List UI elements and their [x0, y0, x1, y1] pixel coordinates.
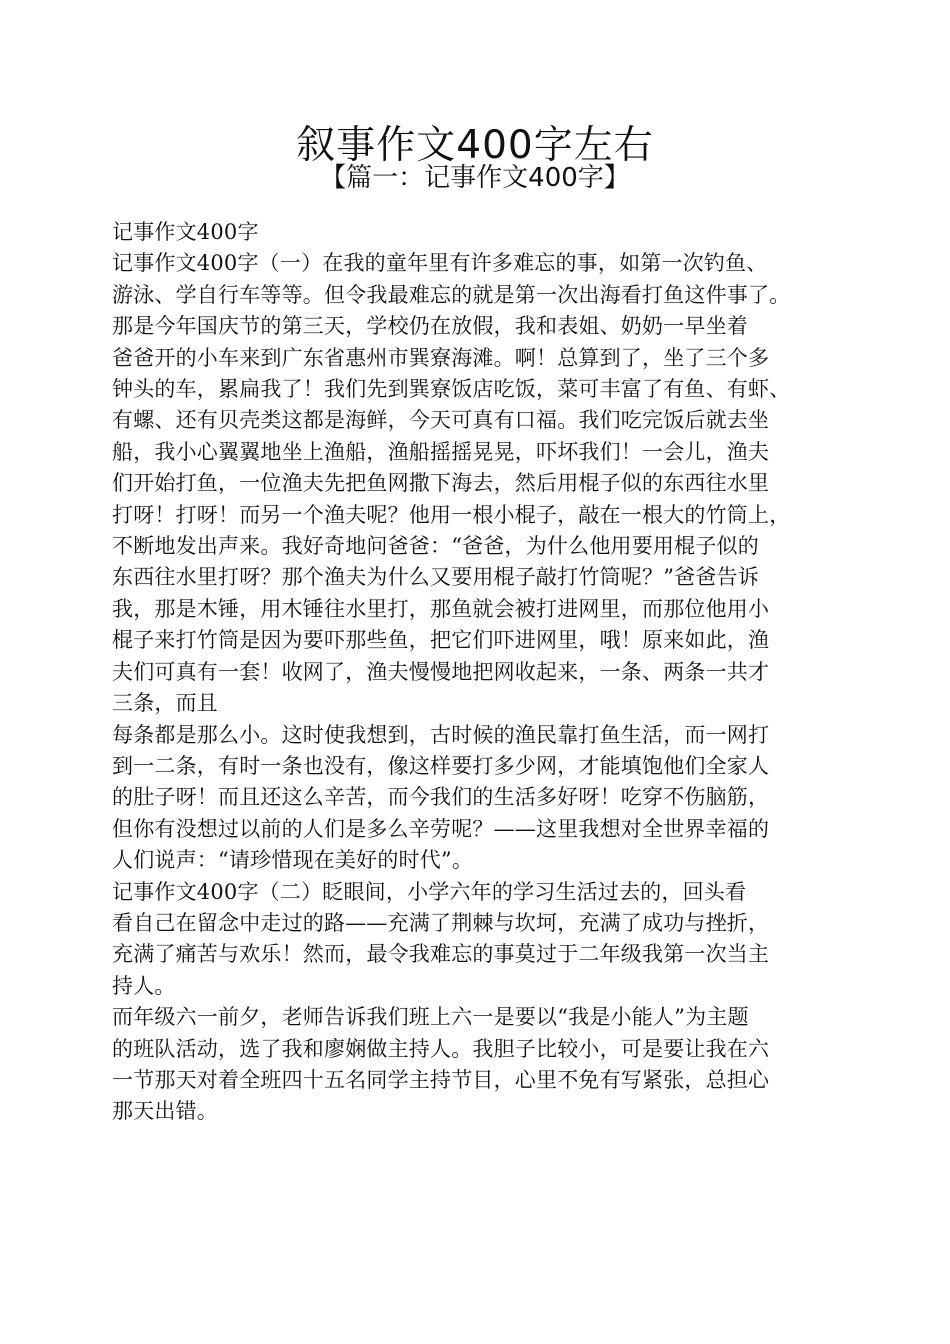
text-line: 棍子来打竹筒是因为要吓那些鱼，把它们吓进网里，哦！原来如此，渔	[112, 628, 770, 653]
text-line: 我，那是木锤，用木锤往水里打，那鱼就会被打进网里，而那位他用小	[112, 596, 770, 621]
text-line: 记事作文400字（二）眨眼间，小学六年的学习生活过去的，回头看	[112, 879, 747, 904]
text-line: 每条都是那么小。这时使我想到，古时候的渔民靠打鱼生活，而一网打	[112, 722, 770, 747]
article-body	[112, 217, 852, 1128]
text-line: 不断地发出声来。我好奇地问爸爸：“爸爸，为什么他用要用棍子似的	[112, 534, 759, 559]
text-line: 人们说声：“请珍惜现在美好的时代”。	[112, 848, 474, 873]
text-line: 记事作文400字（一）在我的童年里有许多难忘的事，如第一次钓鱼、	[112, 251, 768, 276]
text-line: 记事作文400字	[112, 220, 259, 244]
text-line: 爸爸开的小车来到广东省惠州市巽寮海滩。啊！总算到了，坐了三个多	[112, 345, 770, 370]
text-line: 看自己在留念中走过的路——充满了荆棘与坎坷，充满了成功与挫折，	[112, 910, 770, 935]
text-line: 那天出错。	[112, 1099, 218, 1124]
text-line: 三条，而且	[112, 691, 218, 716]
text-line: 打呀！打呀！而另一个渔夫呢？他用一根小棍子，敲在一根大的竹筒上，	[112, 502, 791, 527]
text-line: 的肚子呀！而且还这么辛苦，而今我们的生活多好呀！吃穿不伤脑筋，	[112, 785, 770, 810]
text-line: 而年级六一前夕，老师告诉我们班上六一是要以“我是小能人”为主题	[112, 1005, 749, 1030]
text-line: 到一二条，有时一条也没有，像这样要打多少网，才能填饱他们全家人	[112, 753, 770, 778]
text-line: 但你有没想过以前的人们是多么辛劳呢？——这里我想对全世界幸福的	[112, 816, 770, 841]
text-line: 夫们可真有一套！收网了，渔夫慢慢地把网收起来，一条、两条一共才	[112, 659, 770, 684]
text-line: 持人。	[112, 973, 176, 998]
text-line: 有螺、还有贝壳类这都是海鲜，今天可真有口福。我们吃完饭后就去坐	[112, 408, 770, 433]
text-line: 钟头的车，累扁我了！我们先到巽寮饭店吃饭，菜可丰富了有鱼、有虾、	[112, 377, 791, 402]
text-line: 们开始打鱼，一位渔夫先把鱼网撒下海去，然后用棍子似的东西往水里	[112, 471, 770, 496]
text-line: 船，我小心翼翼地坐上渔船，渔船摇摇晃晃，吓坏我们！一会儿，渔夫	[112, 439, 770, 464]
text-line: 东西往水里打呀？那个渔夫为什么又要用棍子敲打竹筒呢？”爸爸告诉	[112, 565, 759, 590]
text-line: 充满了痛苦与欢乐！然而，最令我难忘的事莫过于二年级我第一次当主	[112, 942, 770, 967]
text-line: 游泳、学自行车等等。但令我最难忘的就是第一次出海看打鱼这件事了。	[112, 282, 791, 307]
document-title: 叙事作文400字左右	[296, 123, 654, 169]
text-line: 一节那天对着全班四十五名同学主持节目，心里不免有写紧张，总担心	[112, 1067, 770, 1092]
text-line: 那是今年国庆节的第三天，学校仍在放假，我和表姐、奶奶一早坐着	[112, 314, 748, 339]
text-line: 的班队活动，选了我和廖娴做主持人。我胆子比较小，可是要让我在六	[112, 1036, 770, 1061]
section-heading: 【篇一：记事作文400字】	[320, 163, 630, 193]
